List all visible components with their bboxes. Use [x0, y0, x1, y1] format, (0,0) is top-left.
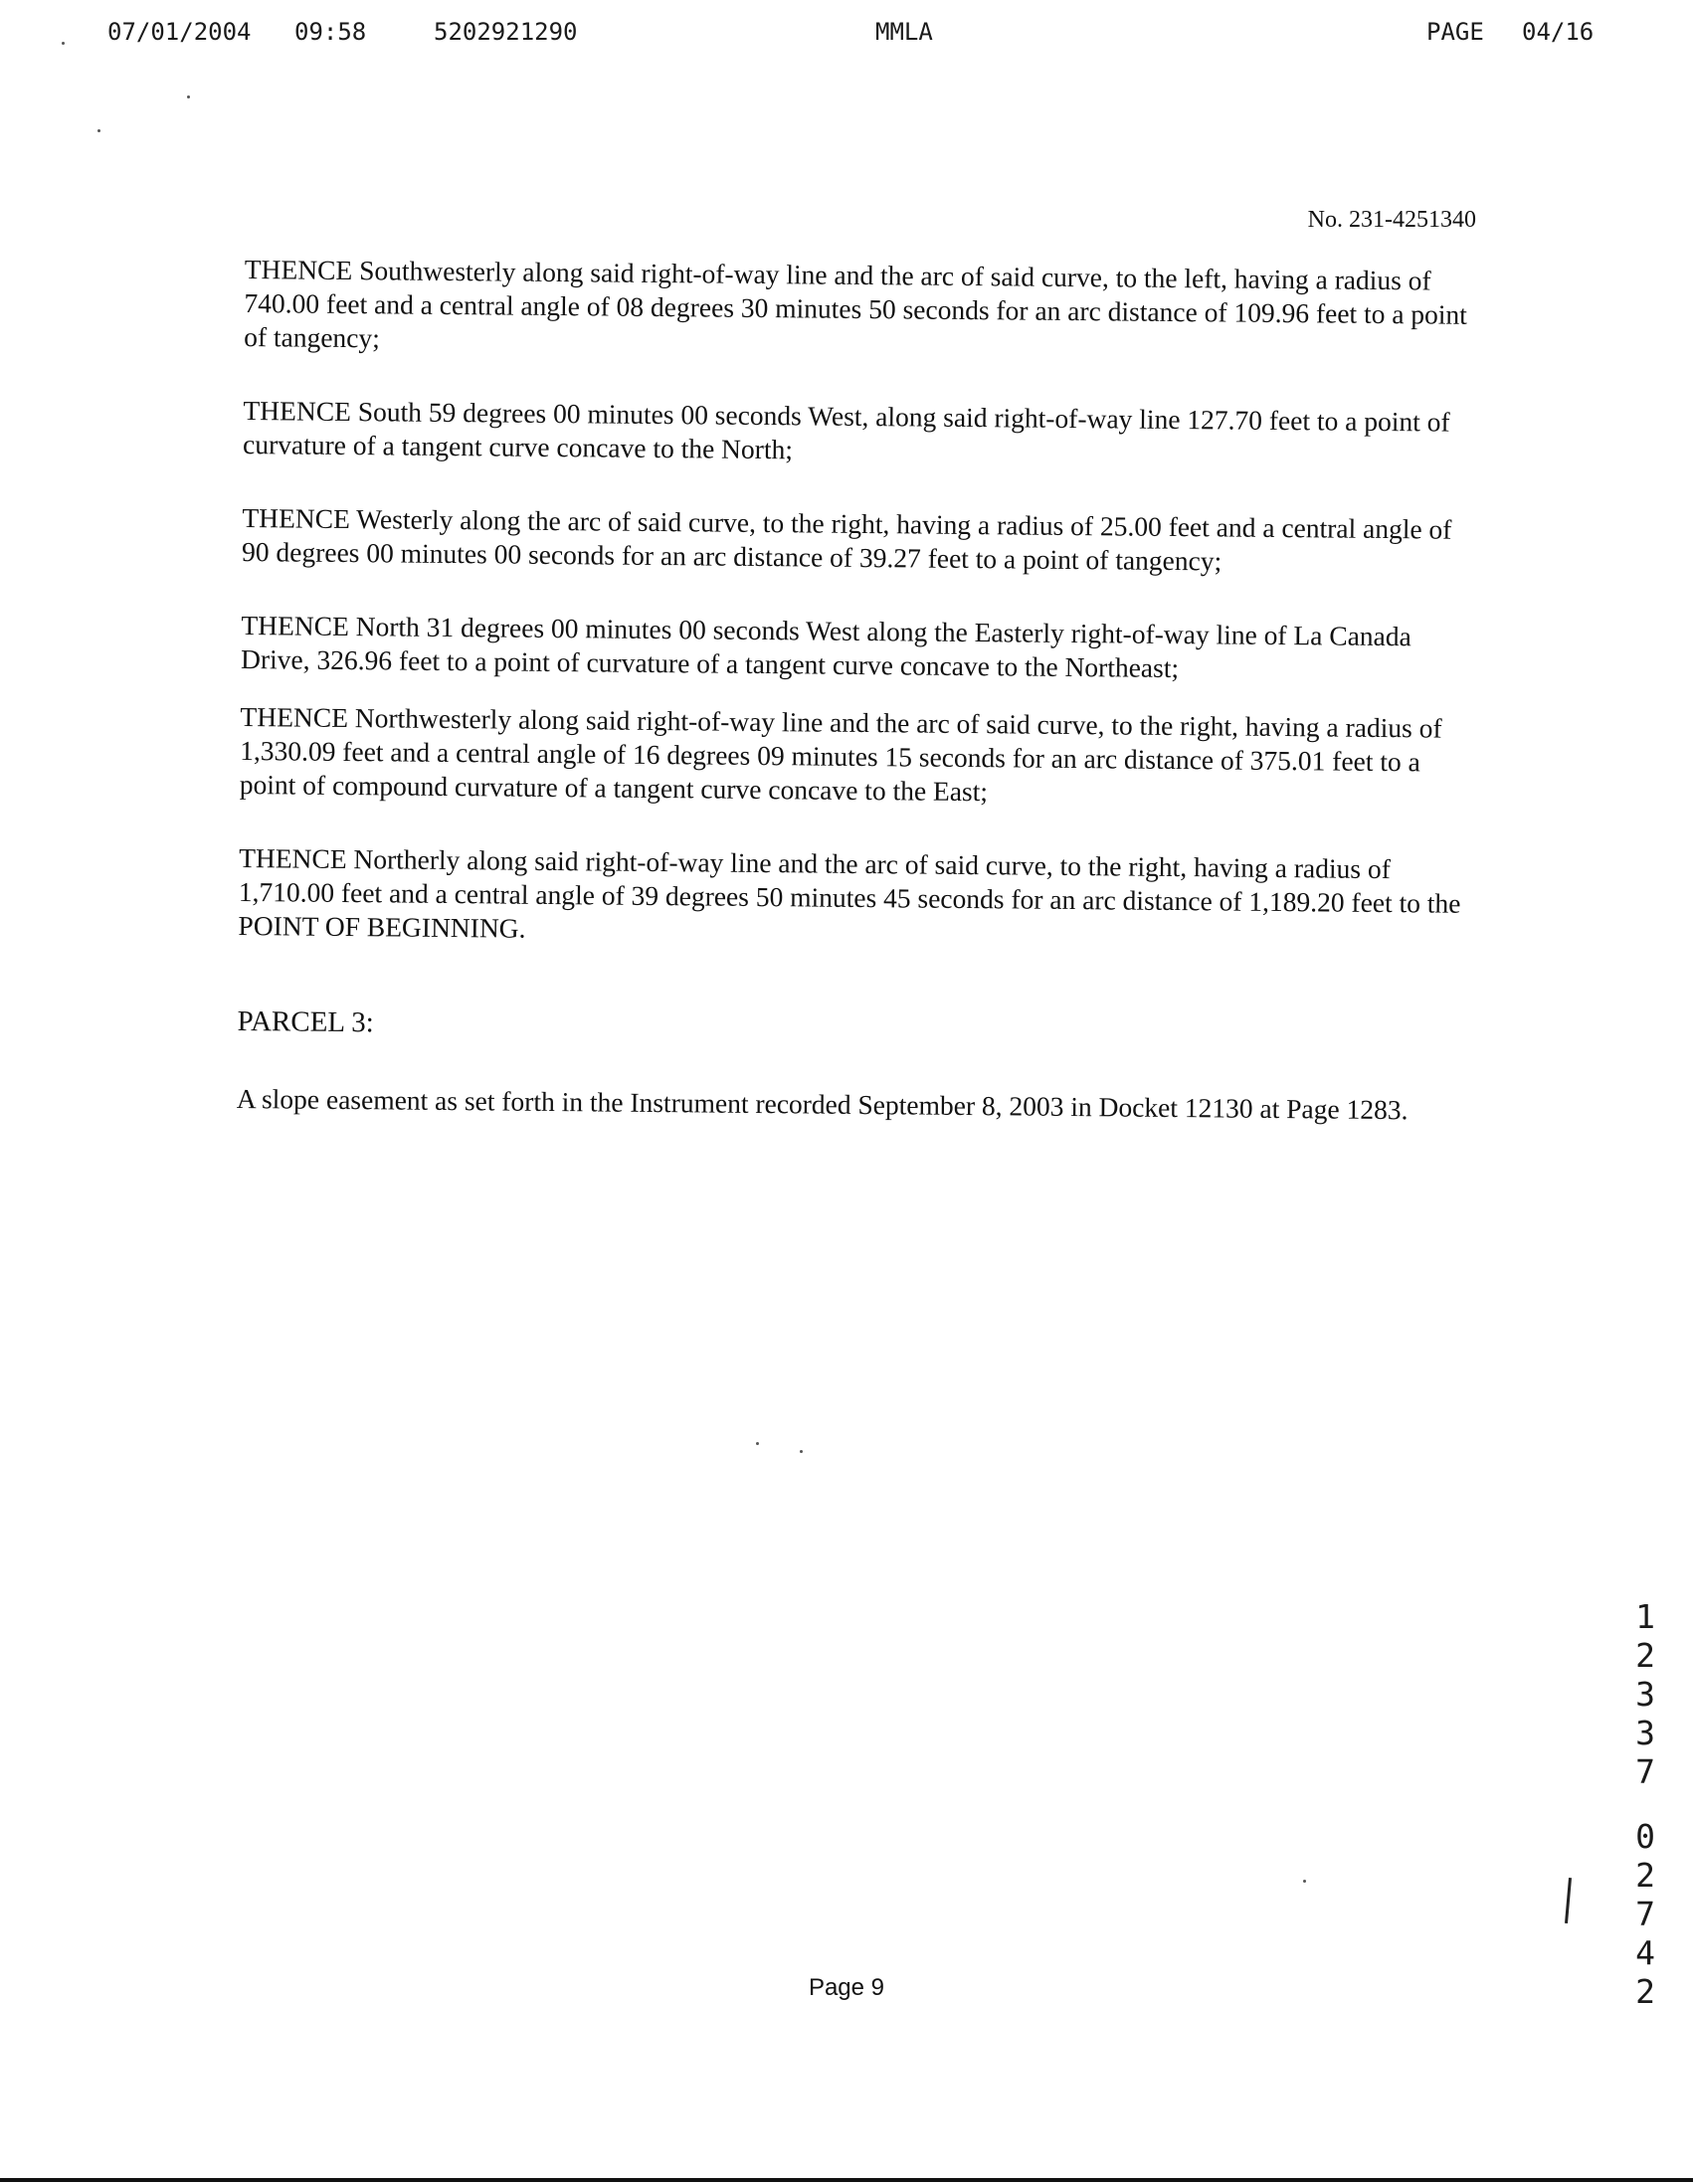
paragraph-1: THENCE Southwesterly along said right-of-way line and the arc of said curve, to the left, having a radius of 740.00 feet and a central angle of 08 degrees 30 minutes 50 seconds for an arc distance of 109.96 feet to a point of tangency;	[244, 253, 1468, 354]
scan-speck	[1303, 1880, 1306, 1883]
fax-sender: MMLA	[875, 18, 933, 46]
legal-description	[236, 253, 1478, 1168]
fax-date: 07/01/2004	[107, 18, 252, 46]
page-footer: Page 9	[808, 1974, 885, 2001]
scan-speck	[62, 42, 65, 45]
scan-speck	[97, 129, 100, 132]
paragraph-6: THENCE Northerly along said right-of-way line and the arc of said curve, to the right, having a radius of 1,710.00 feet and a central angle of 39 degrees 50 minutes 45 seconds for an arc distance of 1,189.20 feet to the POINT OF BEGINNING.	[238, 841, 1461, 944]
paragraph-5: THENCE Northwesterly along said right-of-way line and the arc of said curve, to the right, having a radius of 1,330.09 feet and a central angle of 16 degrees 09 minutes 15 seconds for an arc distance of 375.01 feet to a point of compound curvature of a tangent curve concave to the East;	[239, 700, 1442, 808]
fax-page-number: 04/16	[1522, 18, 1595, 46]
scan-edge	[0, 2178, 1693, 2182]
stamp-page: 02742	[1625, 1817, 1665, 2011]
fax-header	[0, 18, 1693, 58]
fax-phone-number: 5202921290	[434, 18, 578, 46]
stamp-docket: 12337	[1625, 1597, 1665, 1791]
parcel-heading: PARCEL 3:	[237, 1004, 374, 1039]
paragraph-3: THENCE Westerly along the arc of said curve, to the right, having a radius of 25.00 feet and a central angle of 90 degrees 00 minutes 00 seconds for an arc distance of 39.27 feet to a point of tangency;	[241, 501, 1452, 577]
document-number: No. 231-4251340	[1307, 207, 1476, 233]
scan-speck	[756, 1442, 759, 1445]
fax-time: 09:58	[294, 18, 367, 46]
paragraph-2: THENCE South 59 degrees 00 minutes 00 seconds West, along said right-of-way line 127.70 feet to a point of curvature of a tangent curve concave to the North;	[243, 394, 1450, 465]
scan-speck	[800, 1450, 803, 1453]
pen-mark	[1565, 1878, 1572, 1923]
parcel-text: A slope easement as set forth in the Instrument recorded September 8, 2003 in Docket 12130 at Page 1283.	[236, 1082, 1409, 1126]
paragraph-4: THENCE North 31 degrees 00 minutes 00 seconds West along the Easterly right-of-way line of La Canada Drive, 326.96 feet to a point of curvature of a tangent curve concave to the Northeast;	[240, 609, 1411, 684]
scan-speck	[187, 95, 190, 98]
fax-page-label: PAGE	[1426, 18, 1484, 46]
recording-stamp	[1625, 1597, 1665, 2011]
